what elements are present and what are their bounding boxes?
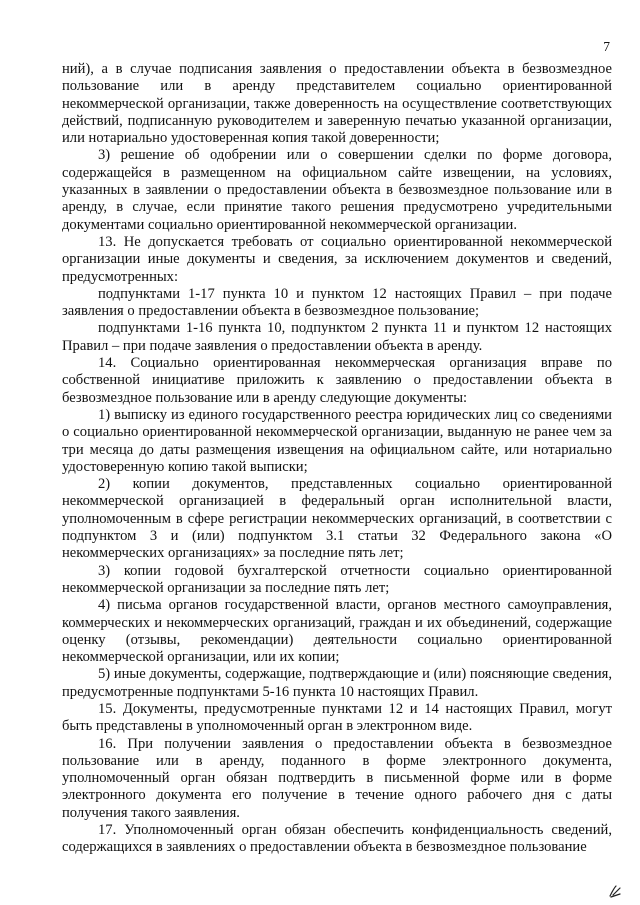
paragraph-14-item-2: 2) копии документов, представленных социально ориентированной некоммерческой организацией в федеральный орган исполнительной власти, уполномоченным в сфере регистрации некоммерческих организаций, в соответствии с подпунктом 3 и (или) подпунктом 3.1 статьи 32 Федерального закона «О некоммерческих организациях» за последние пять лет; [62,476,612,562]
paragraph-16: 16. При получении заявления о предоставлении объекта в безвозмездное пользование или в аренду, поданного в форме электронного документа, уполномоченный орган обязан подтвердить в письменной форме или в форме электронного документа его получение в течение одного рабочего дня с даты получения такого заявления. [62,735,612,821]
paragraph-15: 15. Документы, предусмотренные пунктами 12 и 14 настоящих Правил, могут быть представлены в уполномоченный орган в электронном виде. [62,700,612,735]
paragraph-14-item-5: 5) иные документы, содержащие, подтверждающие и (или) поясняющие сведения, предусмотренные подпунктами 5-16 пункта 10 настоящих Правил. [62,666,612,700]
paragraph-13: 13. Не допускается требовать от социально ориентированной некоммерческой организации иные документы и сведения, за исключением документов и сведений, предусмотренных: [62,233,612,285]
paragraph-13-subitem-free-use: подпунктами 1-17 пункта 10 и пунктом 12 настоящих Правил – при подаче заявления о предоставлении объекта в безвозмездное пользование; [62,285,612,320]
paragraph-17: 17. Уполномоченный орган обязан обеспечить конфиденциальность сведений, содержащихся в заявлениях о предоставлении объекта в безвозмездное пользование [62,822,612,856]
paragraph-13-subitem-rent: подпунктами 1-16 пункта 10, подпунктом 2 пункта 11 и пунктом 12 настоящих Правил – при подаче заявления о предоставлении объекта в аренду. [62,320,612,354]
paragraph-14-item-3: 3) копии годовой бухгалтерской отчетности социально ориентированной некоммерческой организации за последние пять лет; [62,562,612,596]
paragraph-item-3-decision: 3) решение об одобрении или о совершении сделки по форме договора, содержащейся в размещенном на официальном сайте извещении, на условиях, указанных в заявлении о предоставлении объекта в безвозмездное пользование или в аренду, в случае, если принятие такого решения предусмотрено учредительными документами социально ориентированной некоммерческой организации. [62,147,612,233]
paragraph-14-item-1: 1) выписку из единого государственного реестра юридических лиц со сведениями о социально ориентированной некоммерческой организации, выданную не ранее чем за три месяца до даты размещения извещения на официальном сайте, или нотариально удостоверенную копию такой выписки; [62,406,612,475]
handwritten-initials-icon [608,884,622,898]
paragraph-14-item-4: 4) письма органов государственной власти, органов местного самоуправления, коммерческих и некоммерческих организаций, граждан и их объединений, содержащие оценку (отзывы, рекомендации) деятельности социально ориентированной некоммерческой организации, или их копии; [62,597,612,666]
page-number: 7 [603,39,610,54]
paragraph-14: 14. Социально ориентированная некоммерческая организация вправе по собственной инициативе приложить к заявлению о предоставлении объекта в безвозмездное пользование или в аренду следующие документы: [62,355,612,406]
document-body [62,61,612,857]
paragraph-continuation: ний), а в случае подписания заявления о предоставлении объекта в безвозмездное пользование или в аренду представителем социально ориентированной некоммерческой организации, также доверенность на осуществление соответствующих действий, подписанную руководителем и заверенную печатью указанной организации, или нотариально удостоверенная копия такой доверенности; [62,61,612,147]
